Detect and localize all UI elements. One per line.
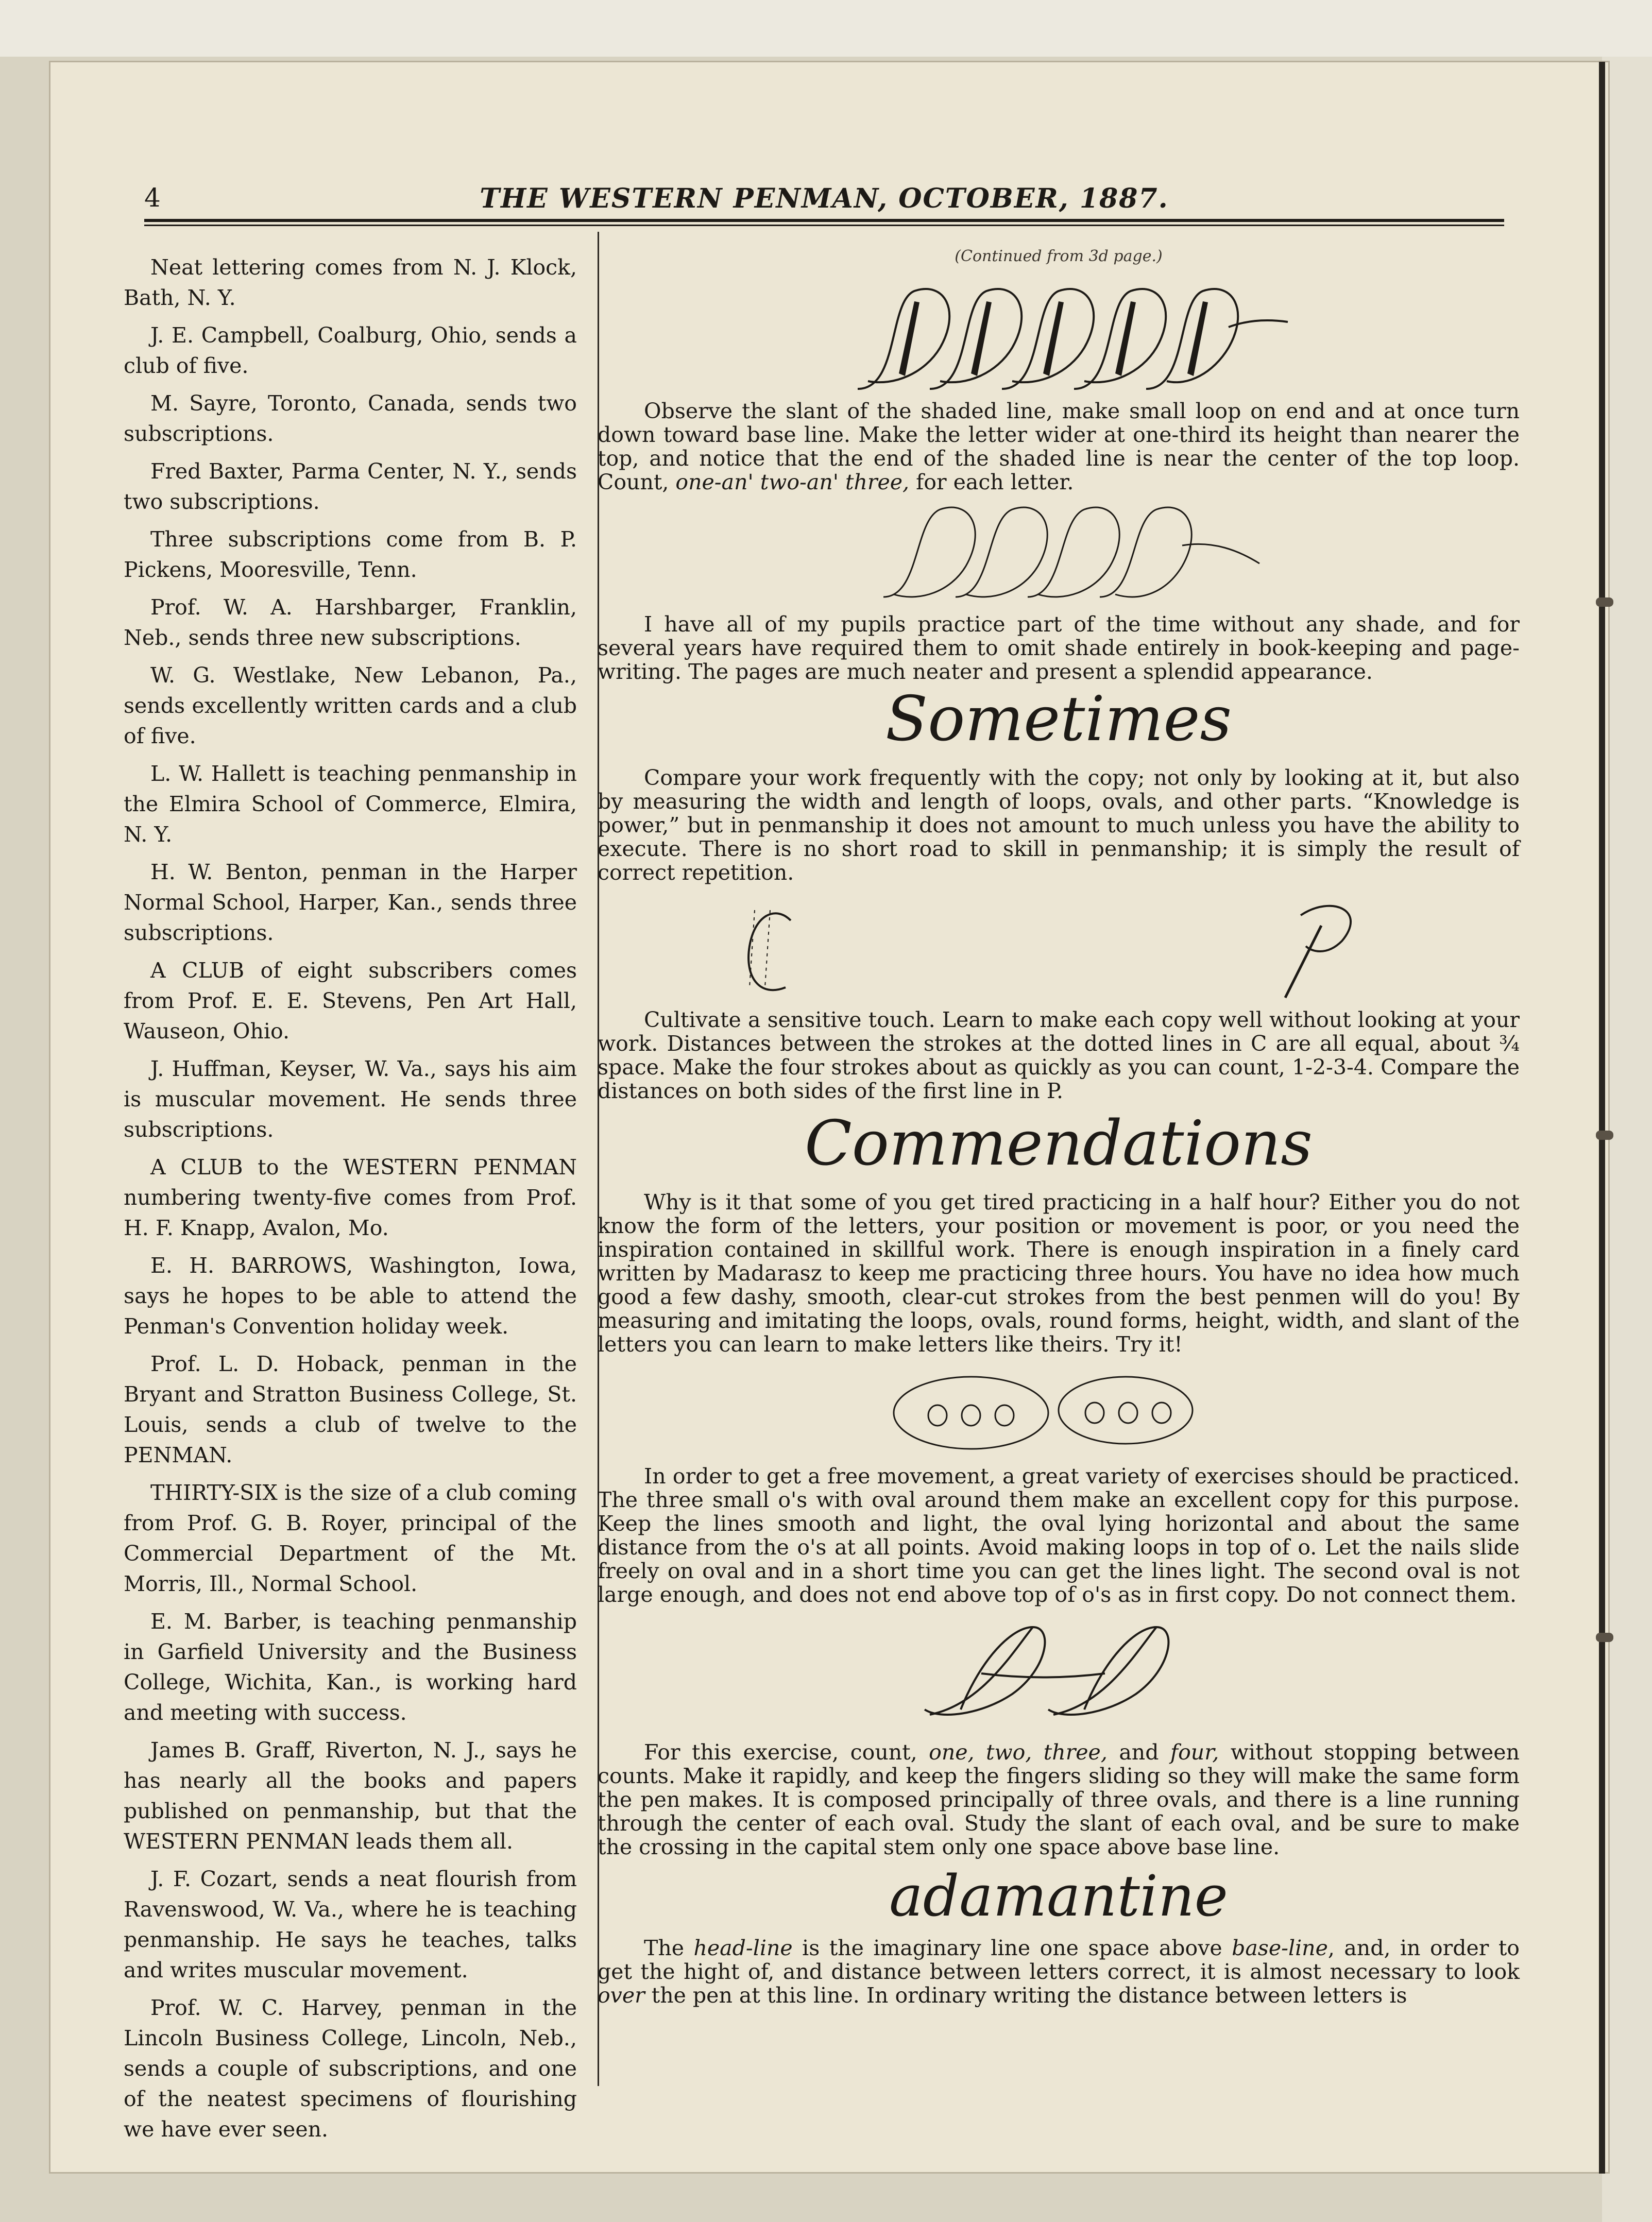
news-item: James B. Graff, Riverton, N. J., says he has nearly all the books and papers published on penmanship, but that the WESTERN PENMAN leads them all. xyxy=(124,1738,577,1854)
lesson-paragraph-3: Compare your work frequently with the copy; not only by looking at it, but also by measuring the width and length of loops, ovals, and other parts. “Knowledge is power,” but in penmanship it does not amount to much unless you have the ability to execute. There is no short road to skill in penmanship; it is simply the result of correct repetition. xyxy=(598,765,1520,885)
binding-stitch xyxy=(1596,1131,1613,1140)
news-item: Three subscriptions come from B. P. Pickens, Mooresville, Tenn. xyxy=(124,527,577,582)
news-item: J. F. Cozart, sends a neat flourish from Ravenswood, W. Va., where he is teaching penmanship. He says he teaches, talks and writes muscular movement. xyxy=(124,1867,577,1982)
specimen-word-adamantine xyxy=(775,1859,1342,1936)
lesson-paragraph-6: In order to get a free movement, a great variety of exercises should be practiced. The three small o's with oval around them make an excellent copy for this purpose. Keep the lines smooth and light, the oval lying horizontal and about the same distance from the o's at all points. Avoid making loops in top of o. Let the nails slide freely on oval and in a short time you can get the lines light. The second oval is not large enough, and does not end above top of o's as in first copy. Do not connect them. xyxy=(598,1464,1520,1607)
count-emphasis: one-an' two-an' three, xyxy=(675,470,910,494)
news-item: Neat lettering comes from N. J. Klock, Bath, N. Y. xyxy=(124,255,577,310)
paragraph-text: the pen at this line. In ordinary writing the distance between letters is xyxy=(644,1983,1407,2008)
news-item: Prof. W. C. Harvey, penman in the Lincoln Business College, Lincoln, Neb., sends a couple of subscriptions, and one of the neatest specimens of flourishing we have ever seen. xyxy=(124,1995,577,2142)
specimen-word: Commendations xyxy=(804,1108,1313,1180)
running-title: THE WESTERN PENMAN, OCTOBER, 1887. xyxy=(480,183,1169,214)
page-spine-edge xyxy=(1599,62,1605,2174)
right-column-lesson xyxy=(598,247,1520,2007)
news-item: H. W. Benton, penman in the Harper Normal School, Harper, Kan., sends three subscriptions. xyxy=(124,860,577,945)
paragraph-text: and xyxy=(1107,1740,1170,1765)
lesson-paragraph-5: Why is it that some of you get tired practicing in a half hour? Either you do not know the form of the letters, your position or movement is poor, or you need the inspiration contained in skillful work. There is enough inspiration in a finely card written by Madarasz to keep me practicing three hours. You have no idea how much good a few dashy, smooth, clear-cut strokes from the best penmen will do you! By measuring and imitating the loops, ovals, round forms, height, width, and slant of the letters you can learn to make letters like theirs. Try it! xyxy=(598,1190,1520,1357)
page-number: 4 xyxy=(144,183,161,213)
binding-stitch xyxy=(1596,1633,1613,1642)
specimen-word-sometimes xyxy=(801,683,1316,766)
lesson-paragraph-1 xyxy=(598,399,1520,494)
specimen-capital-d-shaded xyxy=(827,270,1290,399)
news-item: W. G. Westlake, New Lebanon, Pa., sends excellently written cards and a club of five. xyxy=(124,663,577,748)
term-emphasis: base-line xyxy=(1232,1936,1328,1960)
continued-note: (Continued from 3d page.) xyxy=(955,247,1163,265)
lesson-paragraph-8 xyxy=(598,1936,1520,2007)
paragraph-text: for each letter. xyxy=(909,470,1074,494)
news-item: E. H. BARROWS, Washington, Iowa, says he hopes to be able to attend the Penman's Convention holiday week. xyxy=(124,1253,577,1339)
specimen-stem-oval-exercise xyxy=(878,1606,1239,1740)
news-item: J. E. Campbell, Coalburg, Ohio, sends a club of five. xyxy=(124,323,577,378)
news-item: A CLUB to the WESTERN PENMAN numbering twenty-five comes from Prof. H. F. Knapp, Avalon, Mo. xyxy=(124,1155,577,1240)
news-item: M. Sayre, Toronto, Canada, sends two subscriptions. xyxy=(124,391,577,446)
paragraph-text: The xyxy=(644,1936,694,1960)
news-item: E. M. Barber, is teaching penmanship in Garfield University and the Business College, Wichita, Kan., is working hard and meeting with success. xyxy=(124,1609,577,1725)
specimen-word-commendations xyxy=(775,1103,1342,1190)
paragraph-text: Observe the slant of the shaded line, make small loop on end and at once turn down toward base line. Make the letter wider at one-third its height than nearer the top, and notice that the end of the shaded line is near the center of the top loop. Count, xyxy=(598,399,1520,494)
lesson-paragraph-2: I have all of my pupils practice part of the time without any shade, and for several years have required them to omit shade entirely in book-keeping and page-writing. The pages are much neater and present a splendid appearance. xyxy=(598,612,1520,684)
specimen-word: Sometimes xyxy=(885,683,1232,755)
news-item: A CLUB of eight subscribers comes from Prof. E. E. Stevens, Pen Art Hall, Wauseon, Ohio. xyxy=(124,958,577,1044)
paragraph-text: For this exercise, count, xyxy=(644,1740,929,1765)
news-item: L. W. Hallett is teaching penmanship in the Elmira School of Commerce, Elmira, N. Y. xyxy=(124,761,577,847)
news-item: Fred Baxter, Parma Center, N. Y., sends two subscriptions. xyxy=(124,459,577,514)
paragraph-text: is the imaginary line one space above xyxy=(792,1936,1232,1960)
count-emphasis: four, xyxy=(1170,1740,1219,1765)
lesson-paragraph-4: Cultivate a sensitive touch. Learn to make each copy well without looking at your work. Distances between the strokes at the dotted lines in C are all equal, about ¾ space. Make the four strokes about as quickly as you can count, 1-2-3-4. Compare the distances on both sides of the first line in P. xyxy=(598,1007,1520,1103)
paragraph-text: without stopping between counts. Make it rapidly, and keep the fingers sliding so they will make the same form the pen makes. It is composed principally of three ovals, and there is a line running through the center of each oval. Study the slant of each oval, and be sure to make the crossing in the capital stem only one space above base line. xyxy=(598,1740,1520,1859)
specimen-word: adamantine xyxy=(889,1863,1228,1929)
paragraph-text: , and, in order to get the hight of, and distance between letters correct, it is almost necessary to look xyxy=(598,1936,1520,1984)
left-column-notes xyxy=(124,252,577,2152)
news-item: Prof. L. D. Hoback, penman in the Bryant and Stratton Business College, St. Louis, sends a club of twelve to the PENMAN. xyxy=(124,1352,577,1467)
term-emphasis: over xyxy=(598,1983,645,2008)
page-header xyxy=(144,183,1504,219)
count-emphasis: one, two, three, xyxy=(929,1740,1108,1765)
specimen-c-and-p xyxy=(621,884,1496,1008)
header-rule xyxy=(144,219,1504,222)
news-item: THIRTY-SIX is the size of a club coming from Prof. G. B. Royer, principal of the Commercial Department of the Mt. Morris, Ill., Normal School. xyxy=(124,1480,577,1596)
specimen-capital-d-unshaded xyxy=(853,494,1265,612)
term-emphasis: head-line xyxy=(693,1936,793,1960)
specimen-oval-exercise xyxy=(878,1356,1239,1464)
binding-stitch xyxy=(1596,597,1613,607)
scan-background-top xyxy=(0,0,1652,57)
header-rule-thin xyxy=(144,225,1504,226)
news-item: Prof. W. A. Harshbarger, Franklin, Neb., sends three new subscriptions. xyxy=(124,595,577,650)
news-item: J. Huffman, Keyser, W. Va., says his aim is muscular movement. He sends three subscriptions. xyxy=(124,1056,577,1142)
lesson-paragraph-7 xyxy=(598,1740,1520,1859)
